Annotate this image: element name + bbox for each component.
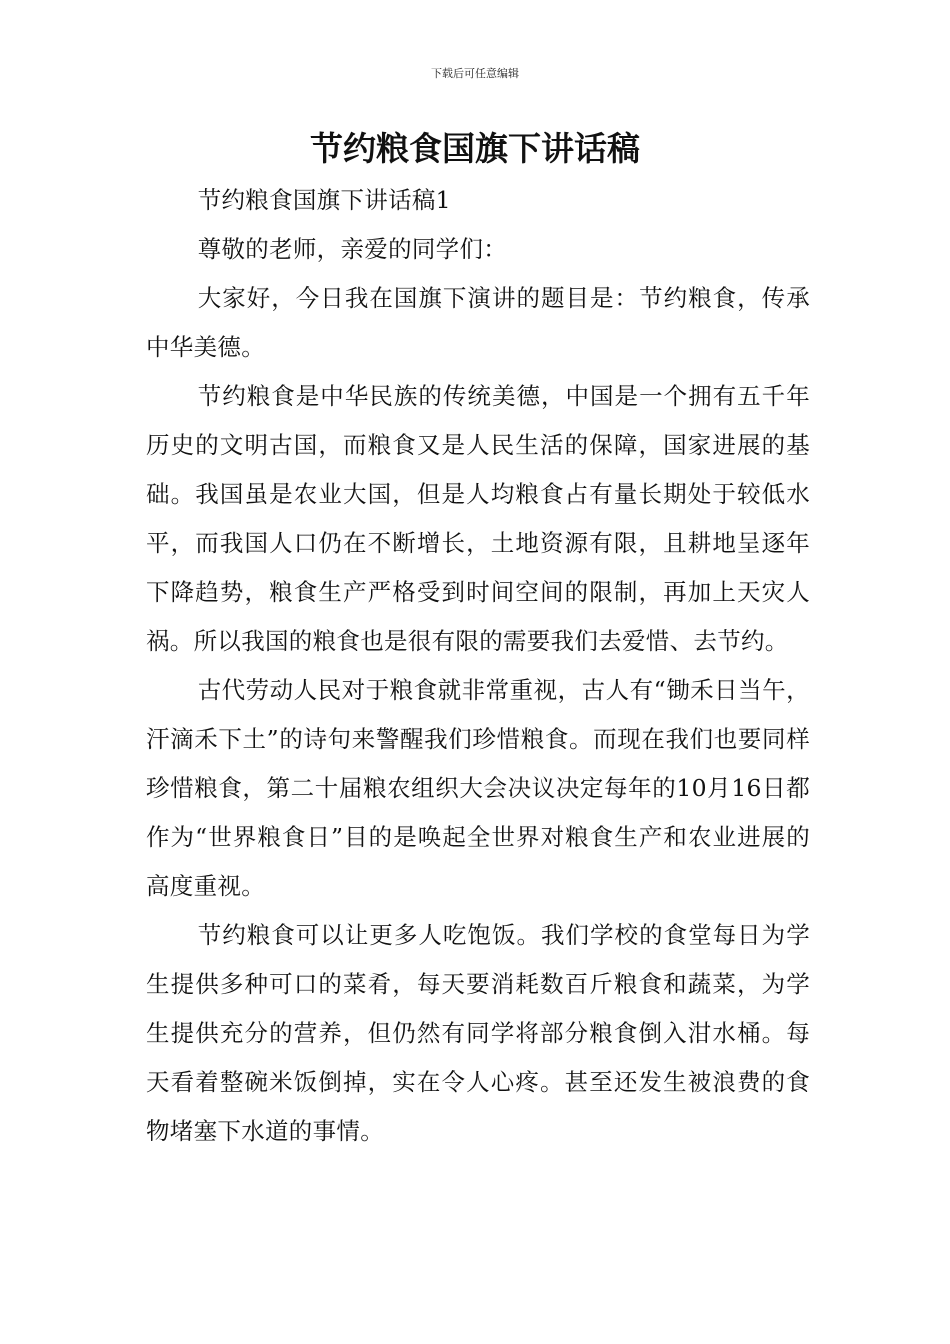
body-paragraph: 节约粮食是中华民族的传统美德，中国是一个拥有五千年历史的文明古国，而粮食又是人民生活的保障，国家进展的基础。我国虽是农业大国，但是人均粮食占有量长期处于较低水平，而我国人口仍在不断增长，土地资源有限，且耕地呈逐年下降趋势，粮食生产严格受到时间空间的限制，再加上天灾人祸。所以我国的粮食也是很有限的需要我们去爱惜、去节约。 xyxy=(146,382,810,655)
body-paragraph: 节约粮食可以让更多人吃饱饭。我们学校的食堂每日为学生提供多种可口的菜肴，每天要消耗数百斤粮食和蔬菜，为学生提供充分的营养，但仍然有同学将部分粮食倒入泔水桶。每天看着整碗米饭倒掉，实在令人心疼。甚至还发生被浪费的食物堵塞下水道的事情。 xyxy=(146,921,810,1145)
header-note: 下载后可任意编辑 xyxy=(431,67,519,80)
document-title: 节约粮食国旗下讲话稿 xyxy=(310,129,640,168)
body-paragraph: 古代劳动人民对于粮食就非常重视，古人有“锄禾日当午，汗滴禾下土”的诗句来警醒我们珍惜粮食。而现在我们也要同样珍惜粮食，第二十届粮农组织大会决议决定每年的10月16日都作为“世界粮食日”目的是唤起全世界对粮食生产和农业进展的高度重视。 xyxy=(146,676,810,900)
body-paragraph: 大家好，今日我在国旗下演讲的题目是：节约粮食，传承中华美德。 xyxy=(146,284,810,361)
subtitle-paragraph: 节约粮食国旗下讲话稿1 xyxy=(197,186,451,214)
salutation-paragraph: 尊敬的老师，亲爱的同学们： xyxy=(197,235,508,263)
document-body xyxy=(146,176,810,1156)
